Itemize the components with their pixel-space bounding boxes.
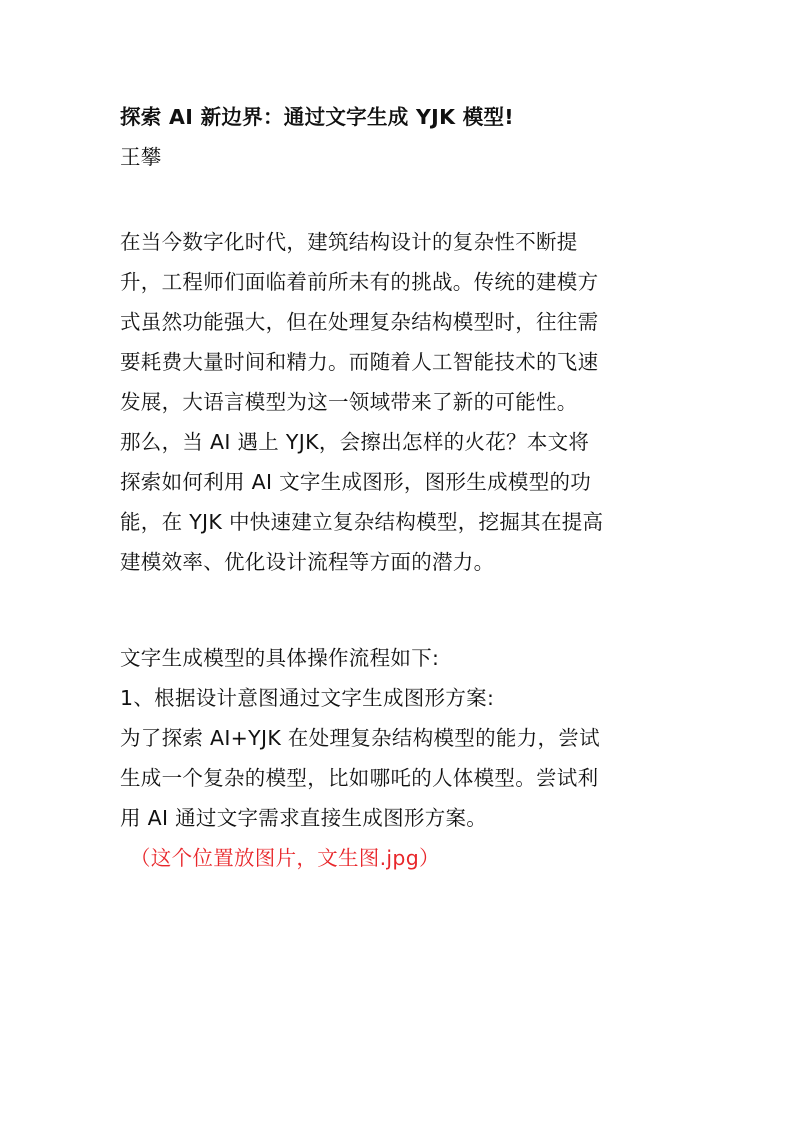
image-placeholder-note: （这个位置放图片，文生图.jpg） bbox=[130, 846, 440, 870]
paragraph-line: 要耗费大量时间和精力。而随着人工智能技术的飞速 bbox=[120, 350, 599, 374]
paragraph-line: 探索如何利用 AI 文字生成图形，图形生成模型的功 bbox=[120, 470, 592, 494]
intro-paragraph bbox=[120, 222, 680, 582]
paragraph-line: 那么，当 AI 遇上 YJK，会擦出怎样的火花？本文将 bbox=[120, 430, 590, 454]
paragraph-line: 能，在 YJK 中快速建立复杂结构模型，挖掘其在提高 bbox=[120, 510, 604, 534]
paragraph-line: 建模效率、优化设计流程等方面的潜力。 bbox=[120, 550, 495, 574]
process-heading: 文字生成模型的具体操作流程如下: bbox=[120, 646, 440, 670]
header bbox=[120, 97, 680, 177]
paragraph-line: 用 AI 通过文字需求直接生成图形方案。 bbox=[120, 806, 488, 830]
paragraph-line: 升，工程师们面临着前所未有的挑战。传统的建模方 bbox=[120, 270, 599, 294]
process-section bbox=[120, 638, 680, 878]
paragraph-line: 生成一个复杂的模型，比如哪吒的人体模型。尝试利 bbox=[120, 766, 599, 790]
step1-heading: 1、根据设计意图通过文字生成图形方案: bbox=[120, 686, 495, 710]
document-title: 探索 AI 新边界：通过文字生成 YJK 模型! bbox=[120, 105, 514, 129]
paragraph-line: 为了探索 AI+YJK 在处理复杂结构模型的能力，尝试 bbox=[120, 726, 600, 750]
paragraph-line: 式虽然功能强大，但在处理复杂结构模型时，往往需 bbox=[120, 310, 599, 334]
author: 王攀 bbox=[120, 145, 162, 169]
paragraph-line: 在当今数字化时代，建筑结构设计的复杂性不断提 bbox=[120, 230, 578, 254]
paragraph-line: 发展，大语言模型为这一领域带来了新的可能性。 bbox=[120, 390, 578, 414]
